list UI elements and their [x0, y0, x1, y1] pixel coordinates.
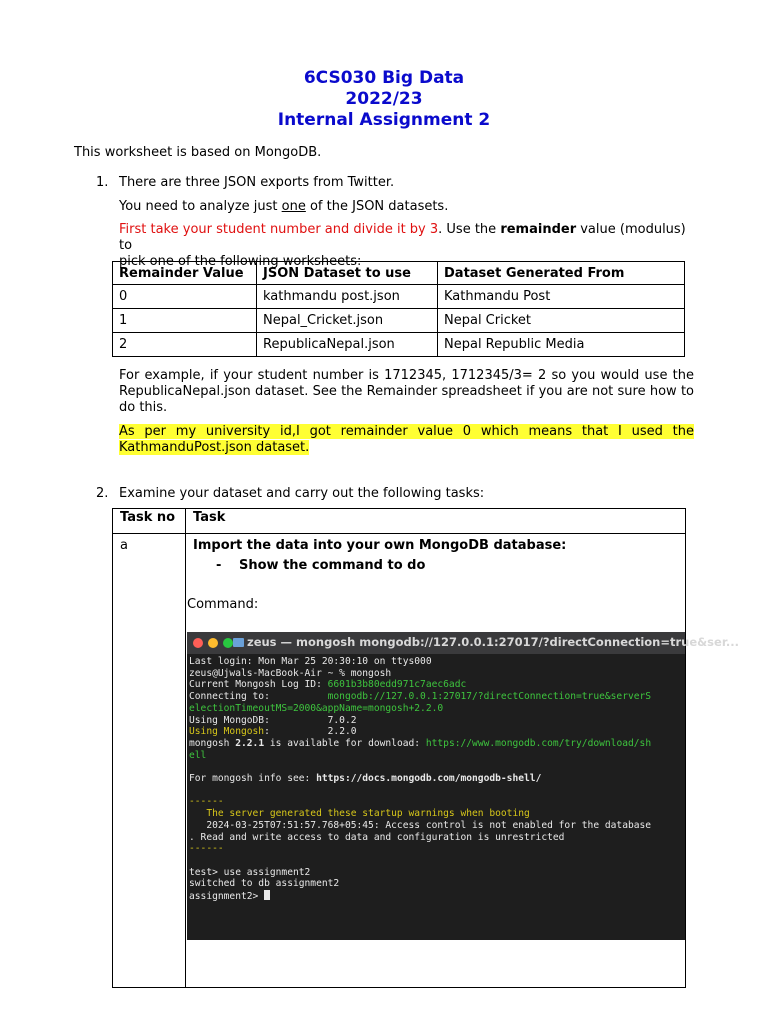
q1-red-instruction: First take your student number and divide it by 3	[119, 222, 439, 237]
terminal-cursor	[264, 890, 270, 900]
minimize-icon[interactable]	[208, 638, 218, 648]
table-row	[113, 333, 685, 357]
task-no-header: Task no	[120, 510, 176, 525]
task-id: a	[120, 538, 128, 553]
q2-text: Examine your dataset and carry out the following tasks:	[119, 486, 485, 501]
task-dash: -	[216, 558, 222, 573]
table-header: Remainder Value	[113, 262, 257, 285]
terminal-output: Last login: Mon Mar 25 20:30:10 on ttys000 zeus@Ujwals-MacBook-Air ~ % mongosh Current Mongosh Log ID: 6601b3b80edd971c7aec6adc Connecting to: mongodb://127.0.0.1:27017/?directConnection=true&serverS electionTimeoutMS=2000&appName=mongosh+2.2.0 Using MongoDB: 7.0.2 Using Mongosh: 2.2.0 mongosh 2.2.1 is available for download: https://www.mongodb.com/try/download/sh ell For mongosh info see: https://docs.mongodb.com/mongodb-shell/ ------ The server generated these startup warnings when booting 2024-03-25T07:51:57.768+05:45: Access control is not enabled for the database . Read and write access to data and configuration is unrestricted ------ test> use assignment2 switched to db assignment2 assignment2>	[189, 656, 652, 903]
task-subtitle: Show the command to do	[239, 558, 426, 573]
q1-number: 1.	[96, 175, 109, 190]
terminal-title: zeus — mongosh mongodb://127.0.0.1:27017/?directConnection=true&ser...	[247, 635, 739, 649]
table-header: JSON Dataset to use	[257, 262, 438, 285]
table-header: Dataset Generated From	[438, 262, 685, 285]
doc-year: 2022/23	[345, 89, 423, 109]
table-row	[113, 309, 685, 333]
table-header-row	[113, 262, 685, 285]
example-paragraph: For example, if your student number is 1712345, 1712345/3= 2 so you would use the RepublicaNepal.json dataset. See the Remainder spreadsheet if you are not sure how to do this.	[119, 368, 694, 415]
table-cell: 2	[113, 333, 257, 357]
table-cell: 0	[113, 285, 257, 309]
intro-text: This worksheet is based on MongoDB.	[74, 145, 322, 160]
dataset-table	[112, 261, 685, 357]
q1-analyze-line: You need to analyze just one of the JSON datasets.	[119, 199, 449, 214]
terminal-window	[187, 632, 739, 940]
table-cell: 1	[113, 309, 257, 333]
table-cell: Nepal Cricket	[438, 309, 685, 333]
table-cell: Kathmandu Post	[438, 285, 685, 309]
table-cell: kathmandu post.json	[257, 285, 438, 309]
q2-number: 2.	[96, 486, 109, 501]
table-cell: Nepal_Cricket.json	[257, 309, 438, 333]
folder-icon	[233, 638, 244, 647]
table-row	[113, 285, 685, 309]
table-cell: RepublicaNepal.json	[257, 333, 438, 357]
highlighted-note: As per my university id,I got remainder value 0 which means that I used the KathmanduPost.json dataset.	[119, 424, 694, 455]
maximize-icon[interactable]	[223, 638, 233, 648]
q1-instruction: First take your student number and divide it by 3. Use the remainder value (modulus) to pick one of the following worksheets:	[119, 222, 686, 269]
doc-course-title: 6CS030 Big Data	[303, 68, 465, 88]
close-icon[interactable]	[193, 638, 203, 648]
doc-assignment-title: Internal Assignment 2	[277, 110, 491, 130]
task-title: Import the data into your own MongoDB database:	[193, 538, 567, 553]
command-label: Command:	[187, 597, 259, 612]
terminal-titlebar	[187, 632, 739, 654]
table-cell: Nepal Republic Media	[438, 333, 685, 357]
task-header: Task	[193, 510, 226, 525]
q1-text: There are three JSON exports from Twitter.	[119, 175, 395, 190]
